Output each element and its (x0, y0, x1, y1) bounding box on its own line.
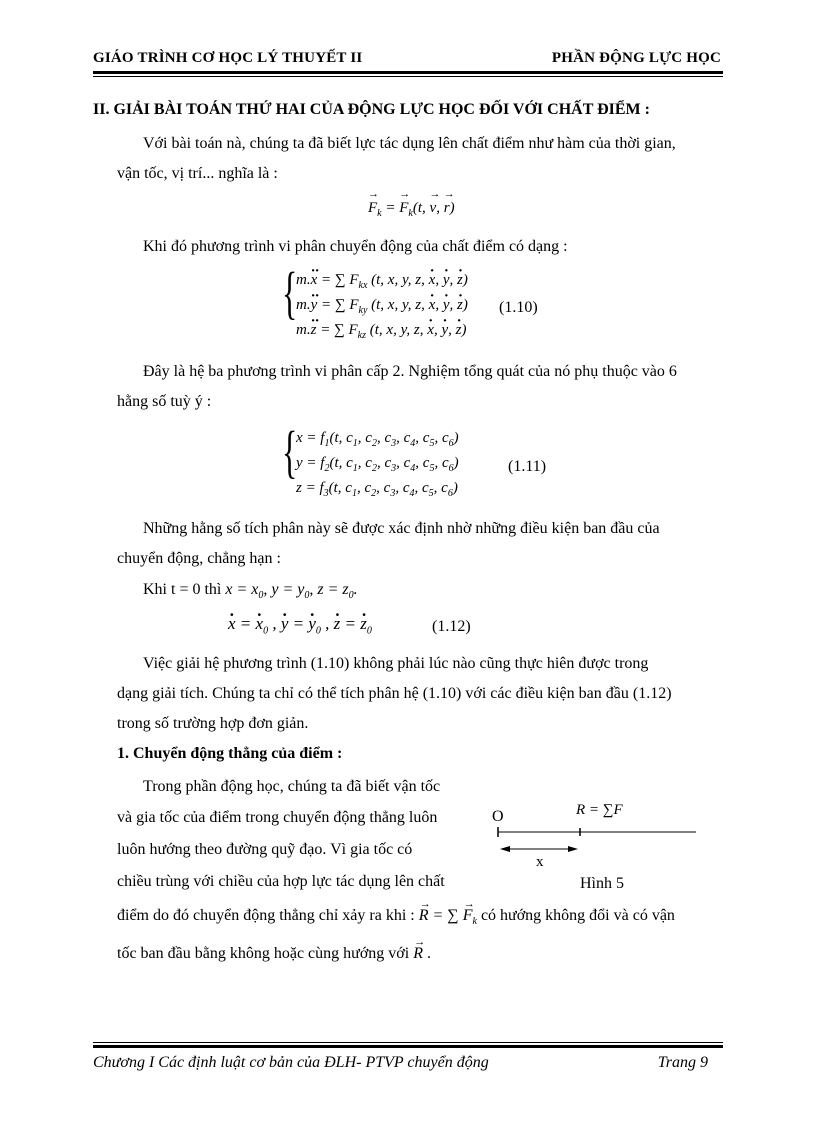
para7-line3: luôn hướng theo đường quỹ đạo. Vì gia tốc có (117, 841, 413, 858)
equation-1-11-row-z: $z = f_3(t$, $c_1$, $c_2$, $c_3$, $c_4$, $c_5$, $c_6$) (296, 480, 458, 499)
x-arrow-left-icon (500, 846, 510, 852)
para7-line5-end: có hướng không đổi và có vận (480, 907, 675, 924)
brace-1-10: { (282, 260, 298, 325)
section-title: II. GIẢI BÀI TOÁN THỨ HAI CỦA ĐỘNG LỰC HỌC ĐỐI VỚI CHẤT ĐIỂM : (93, 101, 650, 118)
para6-line2: dạng giải tích. Chúng ta chỉ có thể tích phân hệ (1.10) với các điều kiện ban đầu (1.12) (117, 685, 672, 702)
equation-1-12-label: (1.12) (432, 618, 471, 635)
equation-1-10-label: (1.10) (499, 299, 538, 316)
para1-line2: vận tốc, vị trí... nghĩa là : (117, 165, 278, 182)
equation-1-11-label: (1.11) (508, 458, 547, 475)
figure-origin-label: O (492, 808, 504, 825)
footer-chapter: Chương I Các định luật cơ bản của ĐLH- PTVP chuyển động (93, 1054, 489, 1071)
para7-line5 (117, 898, 675, 932)
inline-resultant: R → (413, 936, 426, 962)
para1-line1: Với bài toán nà, chúng ta đã biết lực tác dụng lên chất điểm như hàm của thời gian, (143, 135, 676, 152)
para7-line1: Trong phần động học, chúng ta đã biết vận tốc (143, 778, 441, 795)
header-rule-thick (93, 71, 723, 74)
para6-line1: Việc giải hệ phương trình (1.10) không phải lúc nào cũng thực hiên được trong (143, 655, 649, 672)
para6-line3: trong số trường hợp đơn giản. (117, 715, 309, 732)
header-title-right: PHẦN ĐỘNG LỰC HỌC (551, 50, 721, 66)
inline-resultant-sum: R → = ∑ F → $_k$ (418, 898, 477, 928)
para7-line4: chiều trùng với chiều của hợp lực tác dụng lên chất (117, 873, 445, 890)
para7-line6: tốc ban đầu bằng không hoặc cùng hướng với R → . (117, 936, 431, 962)
equation-1-11-row-y: $y = f_2(t$, $c_1$, $c_2$, $c_3$, $c_4$, $c_5$, $c_6$) (296, 455, 459, 474)
footer-rule-thick (93, 1045, 723, 1048)
para7-line5-start: điểm do đó chuyển động thẳng chỉ xảy ra khi : (117, 907, 415, 924)
x-arrow-right-icon (568, 846, 578, 852)
figure-caption: Hình 5 (580, 875, 624, 892)
figure-force-label: R = ∑F (576, 802, 623, 818)
equation-1-10-row-z: m.z ·· = ∑ $F_{kz}$ (t, x, y, z, x ·, y ·, z ·) (296, 322, 466, 341)
para5-prefix: Khi t = 0 thì (143, 581, 222, 598)
footer-rule-thin (93, 1042, 723, 1043)
footer-page-number: Trang 9 (657, 1054, 708, 1071)
para4-line2: chuyển động, chẳng hạn : (117, 550, 281, 567)
brace-1-11: { (282, 419, 298, 484)
figure-x-label: x (536, 854, 544, 870)
header-rule-thin (93, 76, 723, 77)
para7-line2: và gia tốc của điểm trong chuyển động thẳng luôn (117, 809, 438, 826)
para3-line1: Đây là hệ ba phương trình vi phân cấp 2. Nghiệm tổng quát của nó phụ thuộc vào 6 (143, 363, 677, 380)
para3-line2: hằng số tuỳ ý : (117, 393, 212, 410)
para5-initial-position: $x = x_0$, $y = y_0$, $z = z_0$. (225, 581, 358, 602)
equation-force-function: F → $_k$ = F → $_k$(t, v → , r → ) (368, 188, 455, 219)
para4-line1: Những hằng số tích phân này sẽ được xác định nhờ những điều kiện ban đầu của (143, 520, 660, 537)
para7-line6-start: tốc ban đầu bằng không hoặc cùng hướng với (117, 945, 410, 962)
figure-5 (488, 790, 708, 900)
para5-line (143, 580, 358, 606)
subsection-title: 1. Chuyển động thẳng của điểm : (117, 745, 343, 762)
equation-1-10-row-y: m.y ·· = ∑ $F_{ky}$ (t, x, y, z, x ·, y ·, z ·) (296, 297, 468, 316)
equation-1-10-row-x: m.x ·· = ∑ $F_{kx}$ (t, x, y, z, x ·, y ·, z ·) (296, 272, 468, 291)
equation-1-12: x · = $x \cdot_0$ , y · = $y \cdot_0$ , z · = $z \cdot_0$ (228, 614, 372, 636)
header-title-left: GIÁO TRÌNH CƠ HỌC LÝ THUYẾT II (93, 50, 363, 66)
equation-1-11-row-x: $x = f_1(t$, $c_1$, $c_2$, $c_3$, $c_4$, $c_5$, $c_6$) (296, 430, 459, 449)
para2: Khi đó phương trình vi phân chuyển động của chất điểm có dạng : (143, 238, 568, 255)
